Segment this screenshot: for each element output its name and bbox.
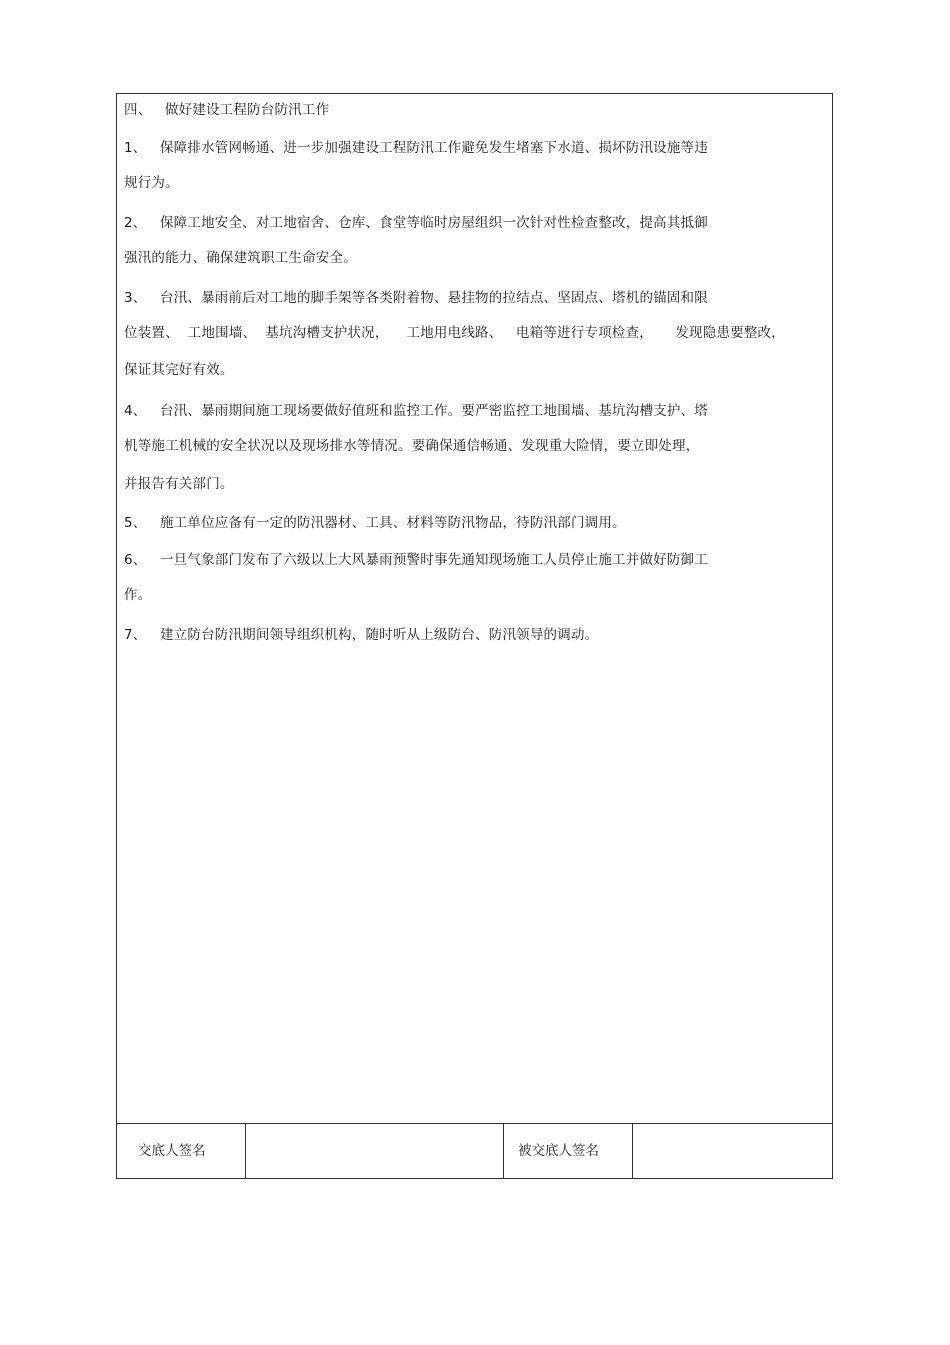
content-line: 6、 一旦气象部门发布了六级以上大风暴雨预警时事先通知现场施工人员停止施工并做好防御工 [124,552,708,568]
content-line: 并报告有关部门。 [124,476,234,492]
disclosure-table [116,93,833,1179]
content-line: 7、 建立防台防汛期间领导组织机构，随时听从上级防台、防汛领导的调动。 [124,627,599,643]
discloser-label: 交底人签名 [117,1124,246,1178]
discloser-signature-field[interactable] [246,1124,504,1178]
recipient-signature-field[interactable] [633,1124,832,1178]
content-line: 5、 施工单位应备有一定的防汛器材、工具、材料等防汛物品，待防汛部门调用。 [124,515,626,531]
content-line: 1、 保障排水管网畅通、进一步加强建设工程防汛工作避免发生堵塞下水道、损坏防汛设施等违 [124,140,708,156]
content-cell [117,94,832,1124]
section-heading: 四、 做好建设工程防台防汛工作 [124,102,330,118]
content-line: 位装置、 工地围墙、 基坑沟槽支护状况， 工地用电线路、 电箱等进行专项检查， 发现隐患要整改， [124,325,785,341]
content-line: 强汛的能力、确保建筑职工生命安全。 [124,250,357,266]
content-line: 机等施工机械的安全状况以及现场排水等情况。要确保通信畅通、发现重大险情，要立即处理， [124,438,700,454]
content-line: 规行为。 [124,175,179,191]
content-line: 作。 [124,587,152,603]
content-line: 2、 保障工地安全、对工地宿舍、仓库、食堂等临时房屋组织一次针对性检查整改，提高其抵御 [124,215,708,231]
signature-row [117,1124,832,1178]
content-line: 4、 台汛、暴雨期间施工现场要做好值班和监控工作。要严密监控工地围墙、基坑沟槽支护、塔 [124,403,708,419]
recipient-label: 被交底人签名 [504,1124,633,1178]
content-line: 保证其完好有效。 [124,362,234,378]
content-line: 3、 台汛、暴雨前后对工地的脚手架等各类附着物、悬挂物的拉结点、坚固点、塔机的锚固和限 [124,290,708,306]
